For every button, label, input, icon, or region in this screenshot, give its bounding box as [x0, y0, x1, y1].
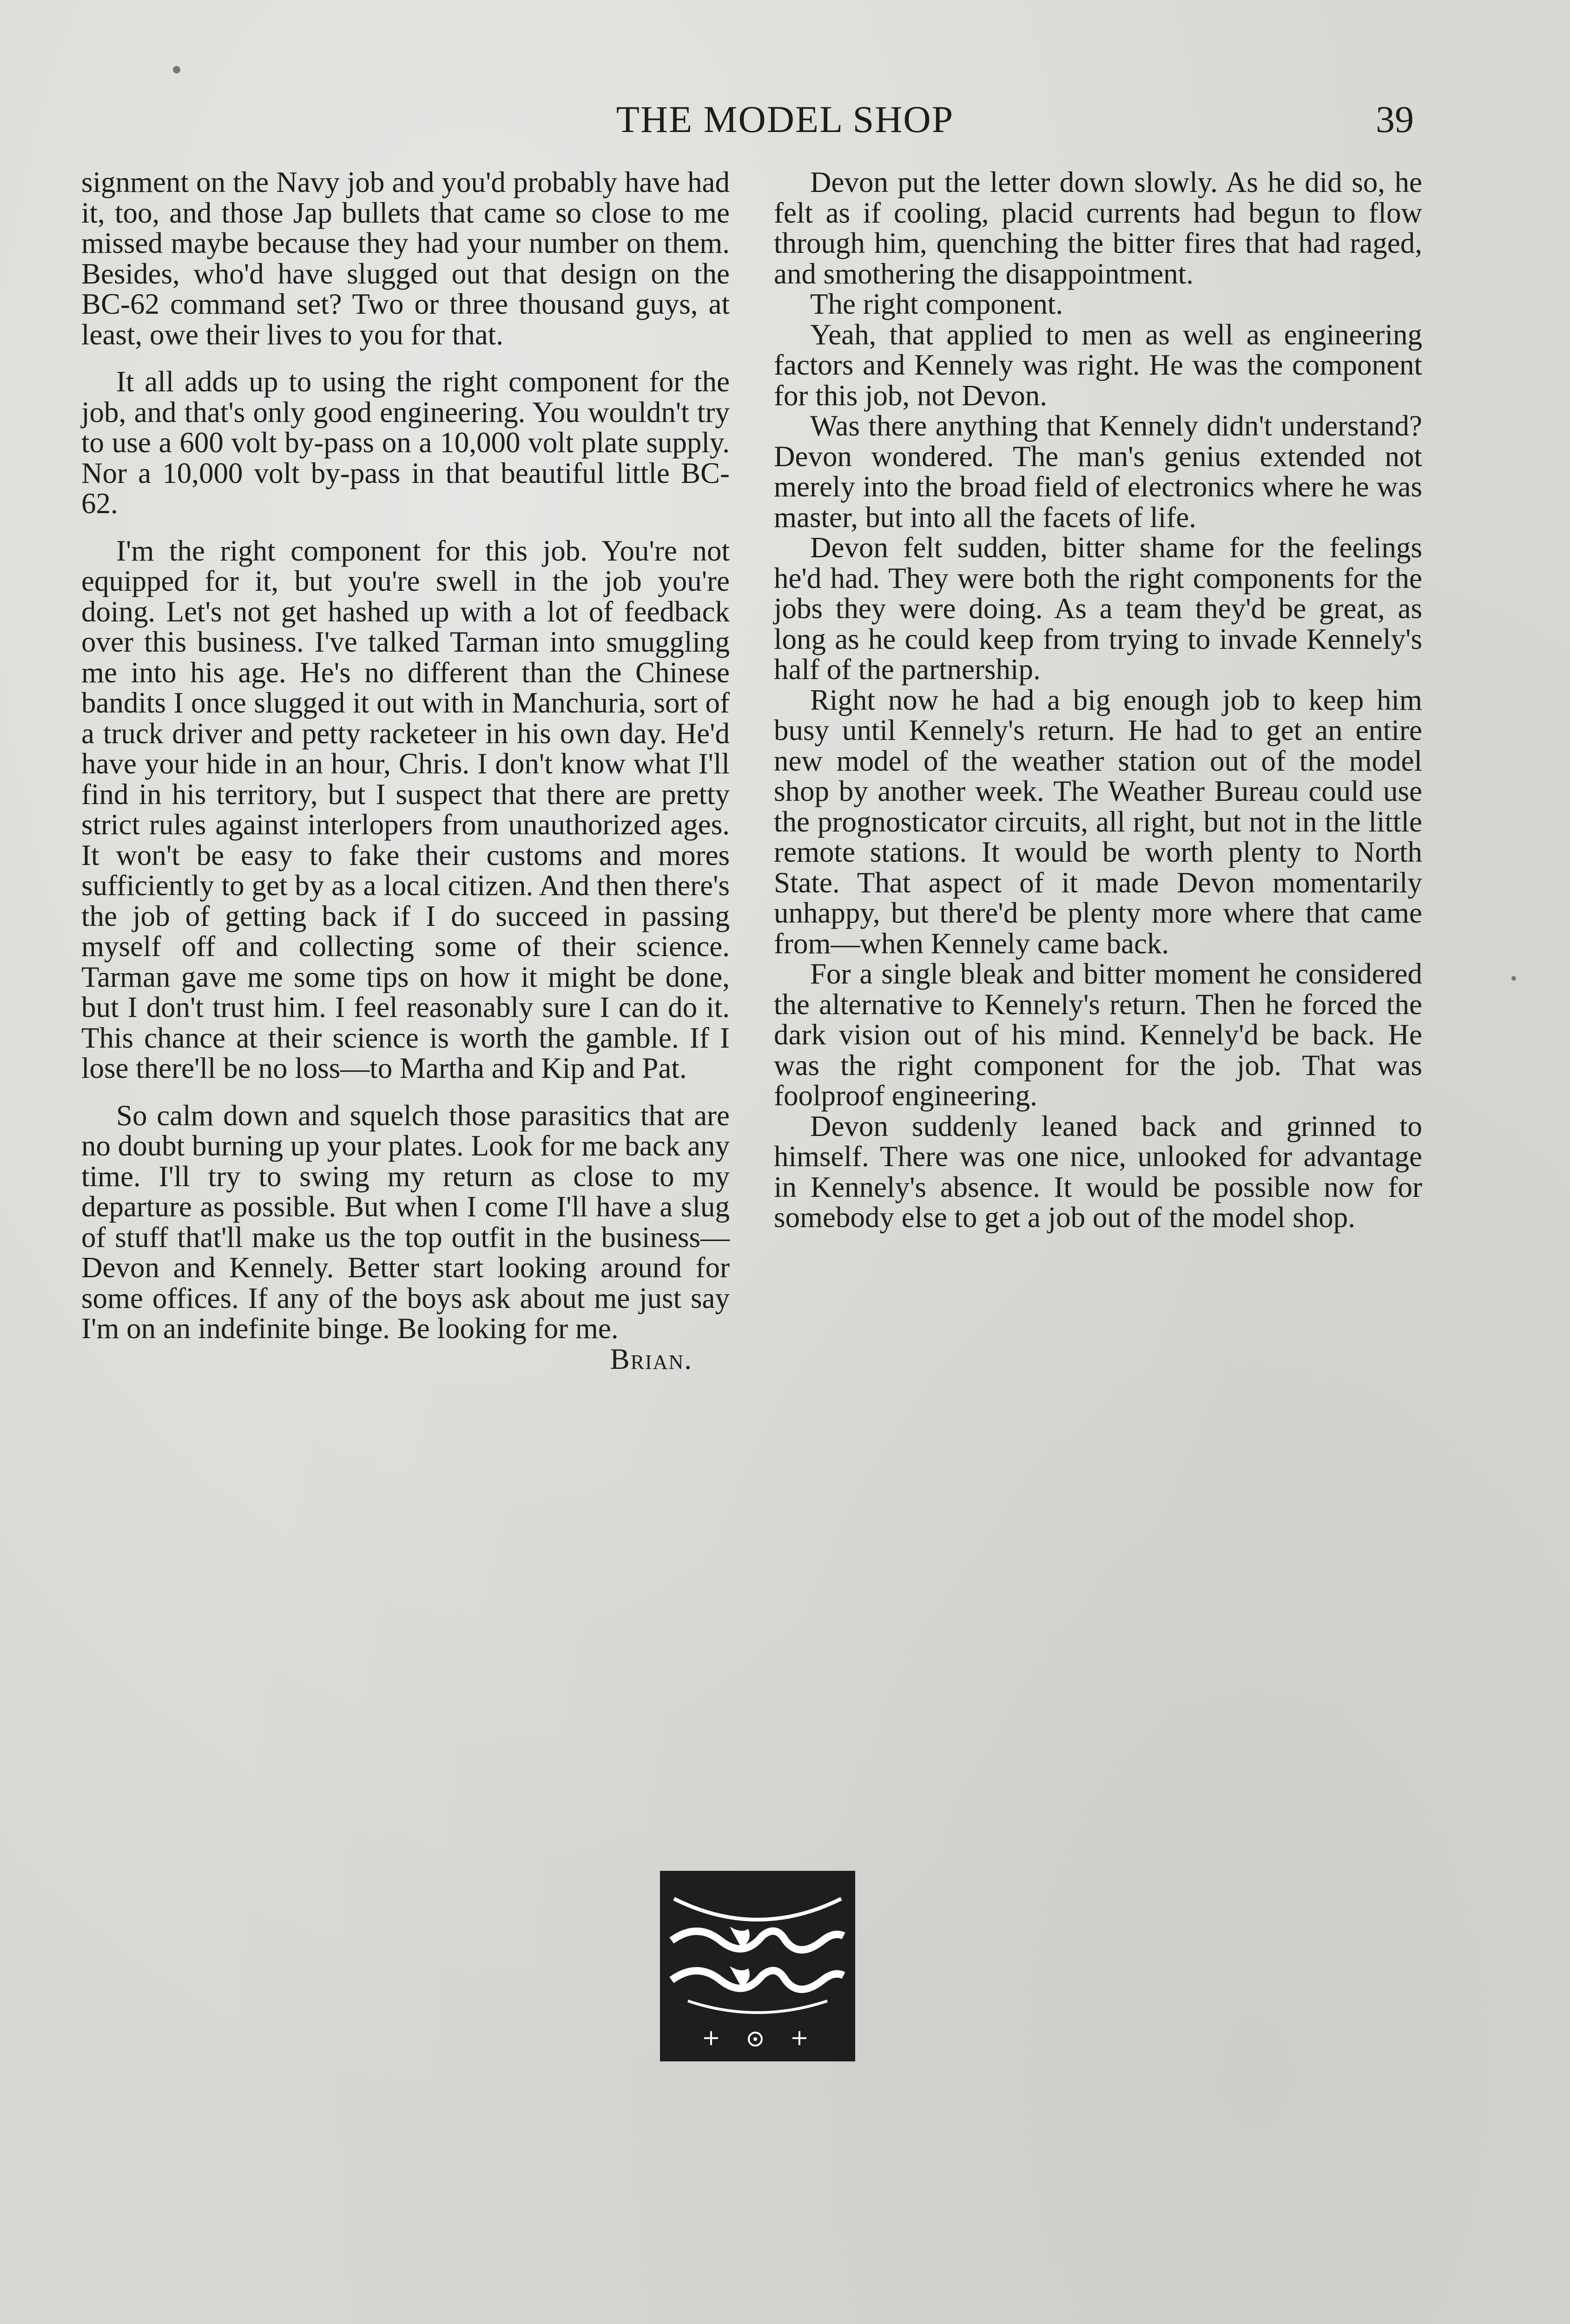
paragraph: Was there anything that Kennely didn't understand? Devon wondered. The man's genius extended not merely into the broad field of electronics where he was master, but into all the facets of life.	[774, 409, 1422, 534]
paragraph: The right component.	[810, 288, 1063, 320]
paragraph: So calm down and squelch those parasitics that are no doubt burning up your plates. Look for me back any time. I'll try to swing my return as close to my departure as possible. But when I come I'll have a slug of stuff that'll make us the top outfit in the business—Devon and Kennely. Better start looking around for some offices. If any of the boys ask about me just say I'm on an indefinite binge. Be looking for me.	[81, 1099, 730, 1345]
page-number: 39	[1376, 98, 1414, 140]
paragraph: Devon felt sudden, bitter shame for the feelings he'd had. They were both the right components for the jobs they were doing. As a team they'd be great, as long as he could keep from trying to invade Kennely's half of the partnership.	[774, 531, 1422, 686]
right-column	[774, 167, 1422, 1233]
left-column	[81, 167, 730, 1374]
letter-signature: Brian.	[610, 1342, 693, 1375]
paragraph: signment on the Navy job and you'd probably have had it, too, and those Jap bullets that came so close to me missed maybe because they had your number on them. Besides, who'd have slugged out that design on the BC-62 command set? Two or three thousand guys, at least, owe their lives to you for that.	[81, 166, 730, 351]
paragraph: Right now he had a big enough job to keep him busy until Kennely's return. He had to get an entire new model of the weather station out of the model shop by another week. The Weather Bureau could use the prognosticator circuits, all right, but not in the little remote stations. It would be worth plenty to North State. That aspect of it made Devon momentarily unhappy, but there'd be plenty more where that came from—when Kennely came back.	[774, 683, 1422, 960]
waves-and-stars-emblem-icon	[660, 1871, 855, 2061]
paragraph: It all adds up to using the right component for the job, and that's only good engineering. You wouldn't try to use a 600 volt by-pass on a 10,000 volt plate supply. Nor a 10,000 volt by-pass in that beautiful little BC-62.	[81, 365, 730, 520]
paper-speck	[173, 66, 180, 73]
paragraph: Yeah, that applied to men as well as engineering factors and Kennely was right. He was the component for this job, not Devon.	[774, 318, 1422, 412]
paragraph: I'm the right component for this job. You're not equipped for it, but you're swell in the job you're doing. Let's not get hashed up with a lot of feedback over this business. I've talked Tarman into smuggling me into his age. He's no different than the Chinese bandits I once slugged it out with in Manchuria, sort of a truck driver and petty racketeer in his own day. He'd have your hide in an hour, Chris. I don't know what I'll find in his territory, but I suspect that there are pretty strict rules against interlopers from unauthorized ages. It won't be easy to fake their customs and mores sufficiently to get by as a local citizen. And then there's the job of getting back if I do succeed in passing myself off and collecting some of their science. Tarman gave me some tips on how it might be done, but I don't trust him. I feel reasonably sure I can do it. This chance at their science is worth the gamble. If I lose there'll be no loss—to Martha and Kip and Pat.	[81, 534, 730, 1084]
running-title: THE MODEL SHOP	[616, 98, 954, 140]
paragraph: For a single bleak and bitter moment he considered the alternative to Kennely's return. Then he forced the dark vision out of his mind. Kennely'd be back. He was the right component for the job. That was foolproof engineering.	[774, 957, 1422, 1112]
paper-speck	[1511, 976, 1516, 981]
paragraph: Devon put the letter down slowly. As he did so, he felt as if cooling, placid currents had begun to flow through him, quenching the bitter fires that had raged, and smothering the disappointment.	[774, 166, 1422, 290]
paragraph: Devon suddenly leaned back and grinned to himself. There was one nice, unlooked for advantage in Kennely's absence. It would be possible now for somebody else to get a job out of the model shop.	[774, 1109, 1422, 1234]
